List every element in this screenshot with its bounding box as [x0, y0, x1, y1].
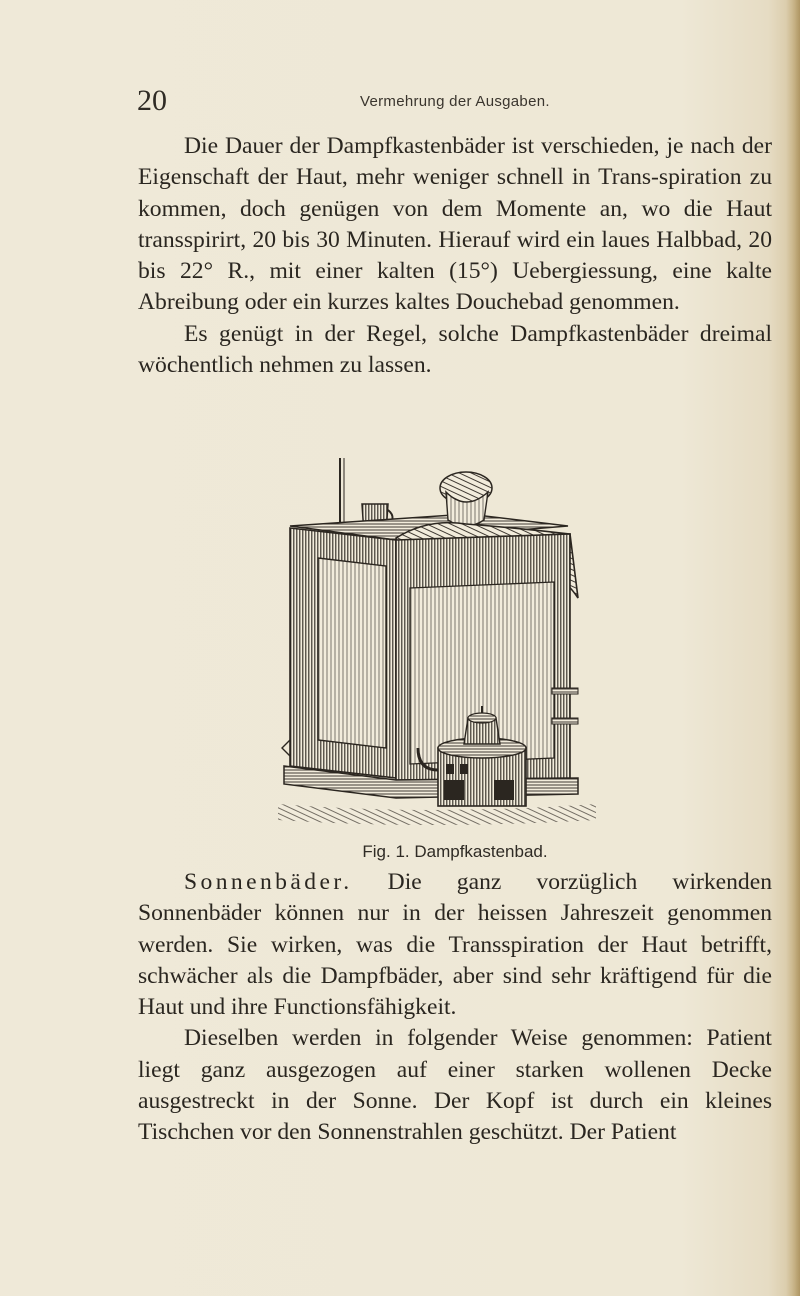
section-heading-sonnenbaeder: Sonnenbäder. — [184, 869, 353, 895]
running-head: Vermehrung der Ausgaben. — [360, 93, 550, 110]
paragraph-frequency: Es genügt in der Regel, solche Dampfkastenbäder dreimal wöchentlich nehmen zu lassen. — [138, 320, 772, 379]
text-block-top — [138, 131, 772, 381]
paragraph-sun-baths-text: Die ganz vorzüglich wirkenden Sonnenbäder können nur in der heissen Jahreszeit genommen werden. Sie wirken, was die Transspiration der Haut betrifft, schwächer als die Dampfbäder, aber sind sehr kräftigend für die Haut und ihre Functionsfähigkeit. — [138, 869, 772, 1021]
paragraph-steam-bath-duration: Die Dauer der Dampfkastenbäder ist verschieden, je nach der Eigenschaft der Haut, mehr weniger schnell in Trans-spiration zu kommen, doch genügen von dem Momente an, wo die Haut transspirirt, 20 bis 30 Minuten. Hierauf wird ein laues Halbbad, 20 bis 22° R., mit einer kalten (15°) Uebergiessung, eine kalte Abreibung oder ein kurzes kaltes Douchebad genommen. — [138, 133, 772, 316]
page-edge-shadow — [786, 0, 800, 1296]
page-number: 20 — [137, 84, 167, 117]
figure-caption: Fig. 1. Dampfkastenbad. — [362, 842, 548, 861]
steam-cabinet-illustration — [278, 448, 596, 836]
text-block-bottom — [138, 867, 772, 1149]
paragraph-sun-baths — [138, 867, 772, 1023]
paragraph-procedure: Dieselben werden in folgender Weise genommen: Patient liegt ganz ausgezogen auf einer starken wollenen Decke ausgestreckt in der Sonne. Der Kopf ist durch ein kleines Tischchen vor den Sonnenstrahlen geschützt. Der Patient — [138, 1025, 772, 1146]
